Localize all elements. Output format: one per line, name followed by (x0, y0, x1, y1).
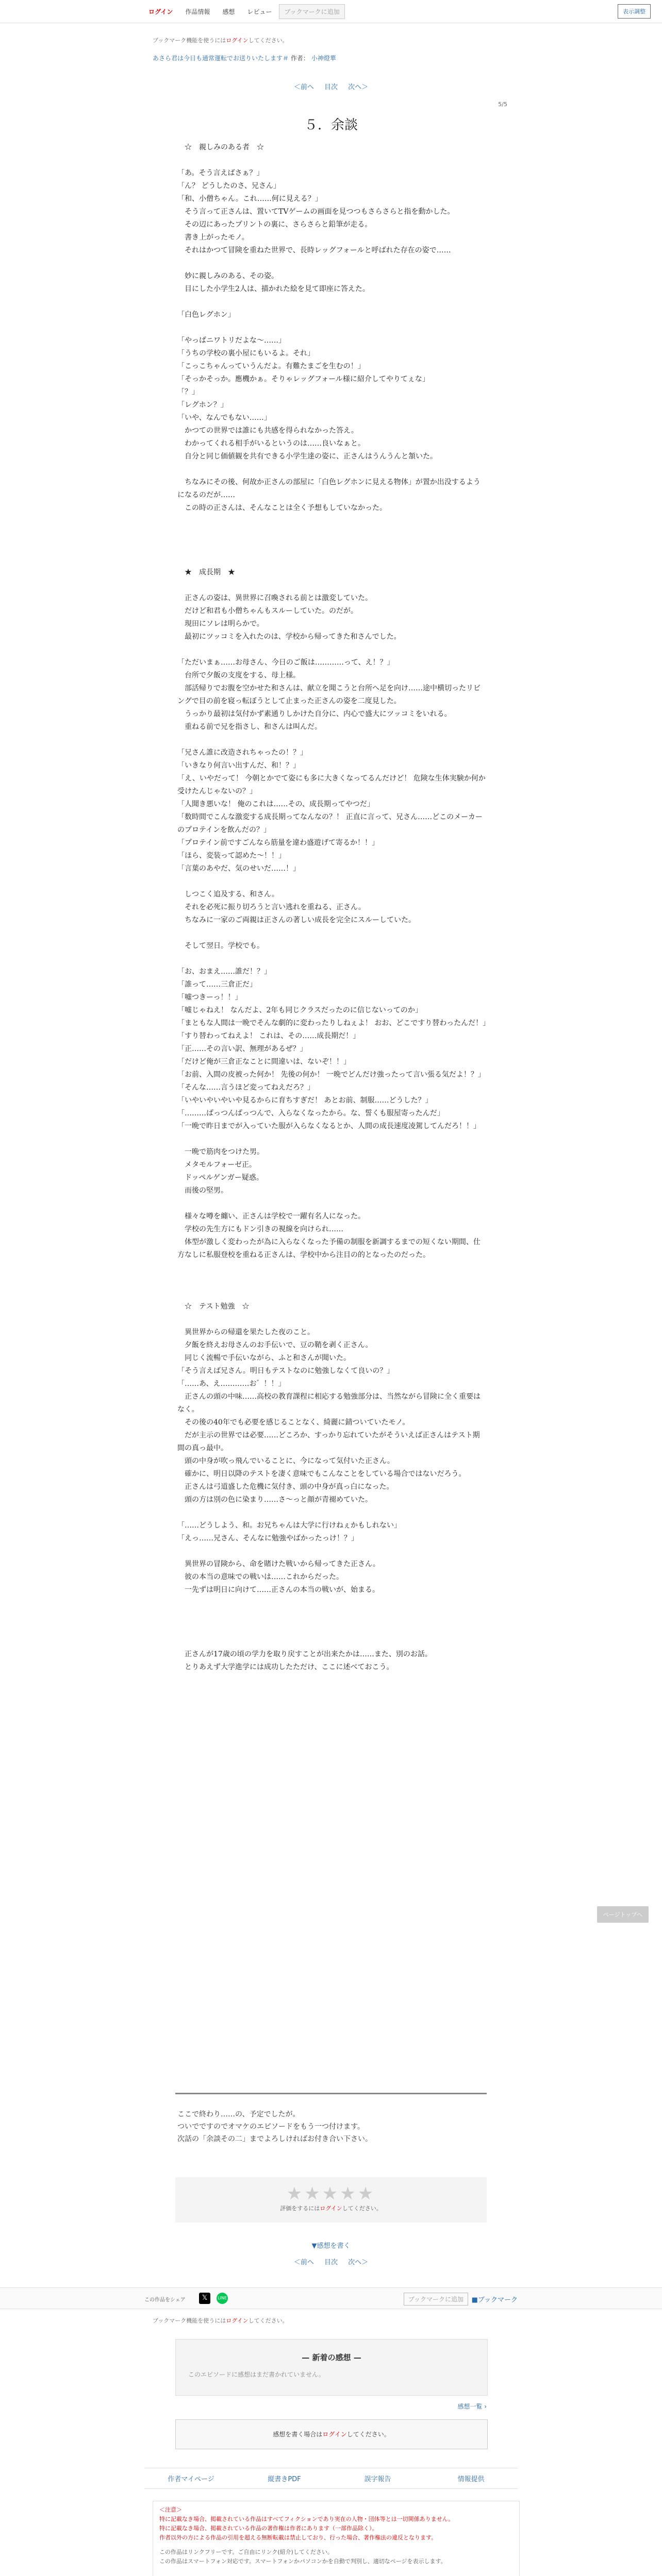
body-paragraph: 「だけど俺が三倉正なことに間違いは、ないぞ！！」 (177, 1058, 351, 1066)
body-paragraph: 「お、おまえ……誰だ！？」 (177, 968, 271, 976)
vertical-pdf-link[interactable]: 縦書きPDF (268, 2476, 301, 2483)
recent-reviews-title: — 新着の感想 — (302, 2353, 361, 2362)
review2-link[interactable]: レビュー (247, 8, 272, 15)
body-paragraph: それを必死に振り切ろうと言い逃れを重ねる、正さん。 (177, 903, 366, 911)
body-paragraph (177, 1609, 487, 1622)
body-paragraph: 「プロテイン前ですごんなら筋量を違わ盛遊げて寄るか！！」 (177, 839, 379, 847)
notice-red: 特に記載なき場合、掲載されている作品の著作権は作者にあります（一部作品除く）。 (159, 2525, 378, 2532)
top-nav-bar (0, 0, 662, 23)
next-link[interactable]: 次へ＞ (348, 83, 369, 91)
body-paragraph: 部活帰りでお腹を空かせた和さんは、献立を聞こうと台所へ足を向け……途中横切ったリビングで目の前を寝っ転ぼうとして止まった正さんの姿を二度見した。 (177, 684, 481, 705)
body-paragraph: 「レグホン？」 (177, 401, 228, 409)
body-paragraph (177, 296, 487, 309)
body-paragraph: ☆ 親しみのある者 ☆ (177, 143, 264, 151)
body-paragraph (177, 927, 487, 940)
body-paragraph: 「一晩で昨日までが入っていた服が入らなくなるとか、人間の成長速度凌駕してんだろ！！」 (177, 1122, 481, 1130)
body-paragraph: 「白色レグホン」 (177, 311, 235, 319)
body-paragraph (177, 1133, 487, 1146)
body-paragraph: 様々な噂を纏い、正さんは学校で一躍有名人になった。 (177, 1212, 365, 1221)
body-paragraph: 台所で夕飯の支度をする、母上様。 (177, 671, 300, 680)
rating-post: してください。 (342, 2205, 382, 2212)
body-paragraph: 「いや、なんでもない……」 (177, 414, 271, 422)
body-paragraph: だけど和君も小僧ちゃんもスルーしていた。のだが。 (177, 607, 358, 615)
body-paragraph: 「………ぱっつんぱっつんで、入らなくなったから。な、誓くも服屋寄ったんだ」 (177, 1109, 444, 1117)
hint-text-post: してください。 (248, 37, 288, 44)
rating-stars[interactable]: ★★★★★ (286, 2183, 376, 2204)
login-link[interactable]: ログイン (148, 8, 173, 15)
body-paragraph (177, 1545, 487, 1558)
hint-text-post-b: してください。 (248, 2317, 288, 2324)
chapter-title: ５．余談 (304, 117, 358, 133)
pager-bottom (0, 2257, 662, 2266)
body-paragraph: 体型が激しく変わったが為に入らなくなった予備の制服を新調するまでの短くない期間、仕方なしに私服登校を重ねる正さんは、学校中から注目の的となったのだった。 (177, 1238, 481, 1259)
work-links-row (144, 2468, 518, 2489)
body-paragraph: 書き上がったモノ。 (177, 233, 249, 242)
author-label: 作者： (290, 55, 309, 62)
notice-box (153, 2501, 520, 2576)
body-paragraph: 而後の堅男。 (177, 1187, 228, 1195)
body-paragraph: 「ほら、変装って認めた〜！！」 (177, 852, 286, 860)
write-review-login-link[interactable]: ログイン (322, 2431, 347, 2438)
review-list-link[interactable]: 感想一覧 › (457, 2403, 487, 2410)
notice-red: ＜注意＞ (159, 2506, 182, 2513)
body-paragraph: 同じく流暢で手伝いながら、ふと和さんが聞いた。 (177, 1354, 351, 1362)
body-paragraph (177, 1275, 487, 1287)
body-paragraph: 「……あ、え…………お゛！！」 (177, 1380, 286, 1388)
write-review-post: してください。 (346, 2431, 390, 2438)
afterword-paragraph: ここで終わり……の、予定でしたが。 (177, 2110, 300, 2119)
body-paragraph (177, 154, 487, 167)
body-paragraph: 「そっかそっか。應機かぁ。そりゃレッグフォール様に紹介してやりてぇな」 (177, 375, 429, 383)
body-paragraph: 「正……その言い訳、無理があるぜ？」 (177, 1045, 307, 1053)
body-paragraph: だが主示の世界では必要……どころか、すっかり忘れていたがそういえば正さんはテスト期間の真っ最中。 (177, 1431, 480, 1452)
recent-reviews-empty: このエピソードに感想はまだ書かれていません。 (188, 2371, 325, 2378)
body-paragraph (177, 1262, 487, 1275)
write-review-box (175, 2419, 488, 2449)
recent-reviews-box (175, 2339, 488, 2396)
display-settings-button[interactable]: 表示調整 (618, 4, 651, 19)
bookmark-link[interactable]: ■ブックマーク (471, 2296, 518, 2304)
prev-link[interactable]: ＜前へ (293, 83, 314, 91)
body-paragraph (177, 579, 487, 592)
body-paragraph: そして翌日。学校でも。 (177, 942, 264, 950)
body-paragraph: 「そう言えば兄さん。明日もテストなのに勉強しなくて良いの？」 (177, 1367, 394, 1375)
body-paragraph (177, 553, 487, 566)
hint-login-link[interactable]: ログイン (226, 37, 249, 44)
body-paragraph: 自分と同じ価値観を共有できる小学生達の姿に、正さんはうんうんと頷いた。 (177, 452, 437, 461)
body-paragraph (177, 528, 487, 540)
body-paragraph: ★ 成長期 ★ (177, 568, 235, 577)
afterword (177, 2108, 487, 2145)
body-paragraph: うっかり最初は気付かず素通りしかけた自分に、内心で盛大にツッコミをいれる。 (177, 710, 452, 718)
notice-red: 特に記載なき場合、掲載されている作品はすべてフィクションであり実在の人物・団体等とは一切関係ありません。 (159, 2516, 454, 2522)
rating-login-link[interactable]: ログイン (320, 2205, 342, 2212)
line-share-icon[interactable]: LINE (217, 2293, 228, 2304)
body-paragraph: 「？」 (177, 388, 199, 396)
body-paragraph: 「まともな人間は一晩でそんな劇的に変わったりしねぇよ！ おお、どこですり替わったんだ！」 (177, 1019, 490, 1027)
body-paragraph: 一先ずは明日に向けて……正さんの本当の戦いが、始まる。 (177, 1586, 379, 1594)
prev-link-bottom[interactable]: ＜前へ (293, 2259, 314, 2266)
work-info-link[interactable]: 作品情報 (185, 8, 210, 15)
body-paragraph: 頭の方は別の色に染まり……さ〜っと顔が青褪めていた。 (177, 1496, 372, 1504)
series-header (153, 54, 336, 62)
bookmark-add-button-bottom[interactable]: ブックマークに追加 (404, 2293, 468, 2306)
body-paragraph (177, 1622, 487, 1635)
body-paragraph: 「いやいやいやいや見るからに育ちすぎだ！ あとお前、制服……どうした？」 (177, 1096, 433, 1105)
body-paragraph: 「いきなり何言い出すんだ、和！？」 (177, 761, 300, 770)
body-paragraph: 頭の中身が吹っ飛んでいることに、今になって気付いた正さん。 (177, 1457, 394, 1465)
body-paragraph: 異世界からの帰還を果たした夜のこと。 (177, 1328, 315, 1336)
body-paragraph (177, 643, 487, 656)
body-paragraph: ちなみにその後、何故か正さんの部屋に「白色レグホンに見える物体」が置か出没するようになるのだが…… (177, 478, 481, 499)
body-paragraph: その後の40年でも必要を感じることなく、綺麗に錆ついていたモノ。 (177, 1418, 410, 1427)
body-paragraph: ☆ テスト勉強 ☆ (177, 1302, 250, 1311)
body-paragraph: 「兄さん誰に改造されちゃったの！？」 (177, 749, 307, 757)
hint-text: ブックマーク機能を使うには (153, 37, 226, 44)
body-paragraph: 「やっぱニワトリだよな〜……」 (177, 336, 286, 345)
body-paragraph: ちなみに一家のご両親は正さんの著しい成長を完全にスルーしていた。 (177, 916, 416, 924)
body-paragraph: 「誰って……三倉正だ」 (177, 980, 257, 989)
body-paragraph (177, 1287, 487, 1300)
body-paragraph: 「ん？ どうしたのさ、兄さん」 (177, 182, 280, 190)
notice-gray: この作品はリンクフリーです。ご自由にリンク(紹介)してください。 (159, 2549, 333, 2555)
author-mypage-link[interactable]: 作者マイページ (168, 2476, 214, 2483)
body-paragraph: 「ただいまぁ……お母さん、今日のご飯は…………って、え！？」 (177, 658, 394, 667)
next-link-bottom[interactable]: 次へ＞ (348, 2259, 369, 2266)
body-paragraph: 確かに、明日以降のテストを凄く意味でもこんなことをしている場合ではないだろう。 (177, 1470, 466, 1478)
body-paragraph (177, 875, 487, 888)
body-paragraph: 最初にツッコミを入れたのは、学校から帰ってきた和さんでした。 (177, 633, 401, 641)
body-paragraph: メタモルフォーゼ正。 (177, 1161, 257, 1169)
body-paragraph: 正さんの姿は、異世界に召喚される前とは激変していた。 (177, 594, 372, 602)
body-paragraph: 「すり替わってねえよ！ これは、その……成長期だ！」 (177, 1032, 360, 1040)
body-paragraph (177, 463, 487, 476)
afterword-divider (175, 2093, 487, 2094)
info-report-link[interactable]: 情報提供 (457, 2476, 485, 2483)
typo-report-link[interactable]: 誤字報告 (364, 2476, 391, 2483)
body-paragraph (177, 1506, 487, 1519)
body-paragraph: それはかつて冒険を重ねた世界で、長時レッグフォールと呼ばれた存在の姿で…… (177, 246, 451, 255)
body-paragraph: わかってくれる相手がいるというのは……良いなぁと。 (177, 439, 365, 448)
share-bar (0, 2287, 662, 2309)
body-paragraph (177, 515, 487, 528)
body-paragraph: 「こっこちゃんっていうんだよ。有難たまごを生むの！」 (177, 362, 365, 370)
body-paragraph: 正さんは弓道盛した危機に気付き、頭の中身が真っ白になった。 (177, 1483, 394, 1491)
body-paragraph: この時の正さんは、そんなことは全く予想もしていなかった。 (177, 504, 387, 512)
body-paragraph: とりあえず大学進学には成功したただけ、ここに述べておこう。 (177, 1663, 394, 1671)
reviews-link[interactable]: 感想 (222, 8, 235, 15)
body-paragraph: しつこく追及する、和さん。 (177, 890, 279, 899)
body-paragraph: 「そんな……言うほど変ってねえだろ？」 (177, 1083, 315, 1092)
body-paragraph (177, 321, 487, 334)
body-paragraph (177, 953, 487, 965)
body-paragraph: 彼の本当の意味での戦いは……これからだった。 (177, 1573, 343, 1581)
afterword-paragraph: 次話の「余談その二」までよろしければお付き合い下さい。 (177, 2135, 372, 2143)
body-paragraph (177, 540, 487, 553)
body-paragraph (177, 1197, 487, 1210)
body-paragraph: そう言って正さんは、置いてTVゲームの画面を見つつもさらさらと指を動かした。 (177, 208, 455, 216)
series-title-link[interactable]: あさら君は今日も通常運転でお送りいたします＃ (153, 55, 289, 62)
pager-top (0, 81, 662, 91)
afterword-paragraph: ついでですのでオマケのエピソードをもう一つ付けます。 (177, 2123, 365, 2131)
body-paragraph (177, 734, 487, 747)
share-label: この作品をシェア (144, 2297, 186, 2303)
body-paragraph: 「えっ……兄さん、そんなに勉強やばかったっけ！？」 (177, 1534, 358, 1543)
body-paragraph: 異世界の冒険から、命を賭けた戦いから帰ってきた正さん。 (177, 1560, 380, 1568)
body-paragraph (177, 257, 487, 270)
toc-link-bottom[interactable]: 目次 (324, 2259, 338, 2266)
rating-pre: 評価をするには (280, 2205, 320, 2212)
bookmark-add-button[interactable]: ブックマークに追加 (279, 4, 344, 19)
body-paragraph: 「あ。そう言えばさぁ？」 (177, 169, 264, 177)
body-paragraph: 正さんが17歳の頃の学力を取り戻すことが出来たかは……また、別のお話。 (177, 1650, 432, 1658)
body-paragraph: 「和、小僧ちゃん。これ……何に見える？」 (177, 195, 322, 203)
body-paragraph: 「言葉のあやだ、気のせいだ……！」 (177, 865, 300, 873)
body-paragraph: 現田にソレは明らかで。 (177, 620, 264, 628)
body-paragraph: 学校の先生方にもドン引きの視線を向けられ…… (177, 1225, 343, 1233)
body-paragraph (177, 1313, 487, 1326)
body-paragraph: 夕飯を終えお母さんのお手伝いで、豆の鞘を剥く正さん。 (177, 1341, 373, 1349)
body-paragraph: ドッペルゲンガー疑惑。 (177, 1174, 263, 1182)
page-top-button[interactable]: ページトップへ (597, 1906, 649, 1923)
body-paragraph: 「え、いやだって！ 今朝とかでて姿にも多に大きくなってるんだけど！ 危険な生体実験か何か受けたんじゃないの？」 (177, 774, 486, 795)
rating-text (175, 2204, 487, 2212)
author-link[interactable]: 小神燈華 (311, 55, 336, 62)
toc-link[interactable]: 目次 (324, 83, 338, 91)
episode-counter: 5/5 (498, 101, 507, 108)
write-review-toggle[interactable]: ▼感想を書く (311, 2242, 351, 2250)
hint-login-link-b[interactable]: ログイン (226, 2317, 249, 2324)
body-paragraph: 「嘘つきーっ！！」 (177, 993, 242, 1002)
notice-red: 作者以外の方による作品の引用を超える無断転載は禁止しており、行った場合、著作権法の違反となります。 (159, 2534, 437, 2541)
body-paragraph: 妙に親しみのある、その姿。 (177, 272, 278, 280)
body-paragraph: 正さんの頭の中味……高校の教育課程に相応する勉強部分は、当然ながら冒険に全く重要はなく。 (177, 1393, 481, 1414)
body-paragraph: 重ねる前で兄を指さし、和さんは叫んだ。 (177, 723, 322, 731)
body-paragraph: 「お前、入間の皮被った何か！ 先後の何か！ 一晩でどんだけ強ったって言い張る気だよ！？」 (177, 1071, 485, 1079)
body-paragraph: かつての世界では誰にも共感を得られなかった答え。 (177, 427, 358, 435)
body-paragraph: 一晩で筋肉をつけた男。 (177, 1148, 264, 1156)
chapter-body (177, 141, 490, 1674)
body-paragraph: その辺にあったプリントの裏に、さらさらと鉛筆が走る。 (177, 221, 372, 229)
bookmark-hint-bottom (153, 2316, 288, 2325)
body-paragraph: 「数時間でこんな激変する成長期ってなんなの？！ 正直に言って、兄さん……どこのメーカーのプロテインを飲んだの？」 (177, 813, 483, 834)
body-paragraph (177, 1635, 487, 1648)
body-paragraph: 「嘘じゃねえ！ なんだよ、2年も同じクラスだったのに信じないってのか」 (177, 1006, 422, 1014)
body-paragraph: 「人聞き悪いな！ 俺のこれは……その、成長期ってやつだ」 (177, 800, 374, 808)
x-share-icon[interactable]: 𝕏 (199, 2293, 210, 2304)
body-paragraph (177, 1597, 487, 1609)
body-paragraph: 「……どうしよう、和。お兄ちゃんは大学に行けねぇかもしれない」 (177, 1521, 401, 1530)
hint-text-b: ブックマーク機能を使うには (153, 2317, 226, 2324)
body-paragraph: 目にした小学生2人は、描かれた絵を見て即座に答えた。 (177, 285, 370, 293)
body-paragraph: 「うちの学校の裏小屋にもいるよ。それ」 (177, 349, 315, 358)
bookmark-hint (153, 36, 288, 44)
rating-box (175, 2177, 487, 2223)
write-review-pre: 感想を書く場合は (273, 2431, 323, 2438)
notice-gray: この作品はスマートフォン対応です。スマートフォンかパソコンかを自動で判別し、適切なページを表示します。 (159, 2558, 446, 2565)
